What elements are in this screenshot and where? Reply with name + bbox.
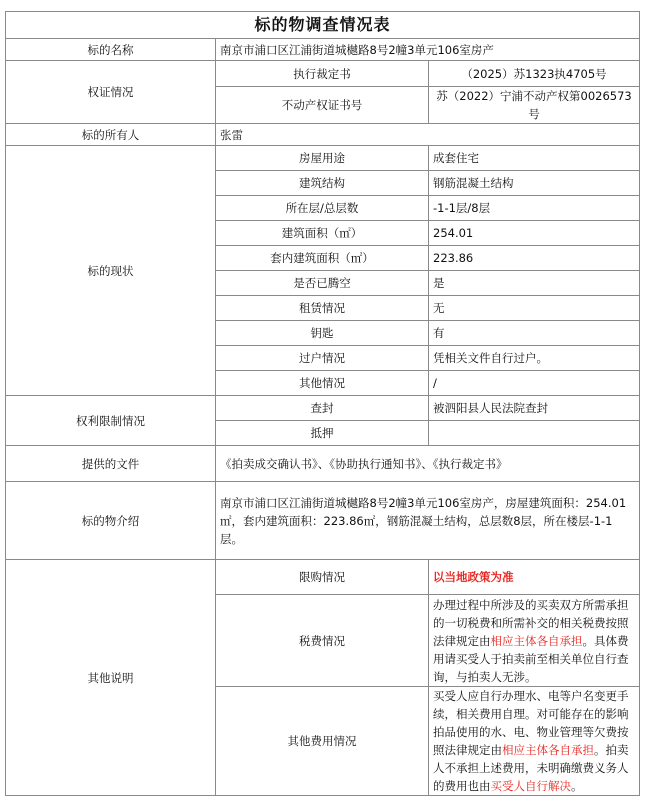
fee-emphasis-2: 买受人自行解决 — [490, 779, 571, 793]
label-docs: 提供的文件 — [6, 446, 216, 482]
status-label-6: 租赁情况 — [216, 296, 429, 321]
rights-value-1: 苏（2022）宁浦不动产权第0026573号 — [429, 87, 640, 124]
limits-label-0: 查封 — [216, 396, 429, 421]
fee-emphasis-1: 相应主体各自承担 — [502, 743, 594, 757]
status-label-1: 建筑结构 — [216, 171, 429, 196]
title-row — [6, 12, 640, 39]
value-owner: 张雷 — [216, 124, 640, 146]
row-owner — [6, 124, 640, 146]
label-limits: 权利限制情况 — [6, 396, 216, 446]
value-name: 南京市浦口区江浦街道城樾路8号2幢3单元106室房产 — [216, 39, 640, 61]
status-value-8: 凭相关文件自行过户。 — [429, 346, 640, 371]
status-row — [6, 146, 640, 171]
tax-label: 税费情况 — [216, 595, 429, 687]
status-value-2: -1-1层/8层 — [429, 196, 640, 221]
status-label-3: 建筑面积（㎡） — [216, 221, 429, 246]
tax-text-2: 。具体费用请买受人于拍卖前至相关单位自行查询，与拍卖人无涉。 — [433, 633, 629, 684]
tax-value — [429, 595, 640, 687]
limits-value-1 — [429, 421, 640, 446]
row-purchase — [6, 560, 640, 595]
row-docs — [6, 446, 640, 482]
label-status: 标的现状 — [6, 146, 216, 396]
status-value-3: 254.01 — [429, 221, 640, 246]
fee-text-3: 。 — [571, 779, 583, 793]
fee-label: 其他费用情况 — [216, 687, 429, 796]
rights-label-0: 执行裁定书 — [216, 61, 429, 87]
purchase-value: 以当地政策为准 — [429, 560, 640, 595]
value-intro: 南京市浦口区江浦街道城樾路8号2幢3单元106室房产，房屋建筑面积：254.01㎡，套内建筑面积：223.86㎡，钢筋混凝土结构，总层数8层，所在楼层-1-1层。 — [216, 482, 640, 560]
limits-label-1: 抵押 — [216, 421, 429, 446]
status-value-4: 223.86 — [429, 246, 640, 271]
status-label-5: 是否已腾空 — [216, 271, 429, 296]
status-value-6: 无 — [429, 296, 640, 321]
status-label-2: 所在层/总层数 — [216, 196, 429, 221]
table-title: 标的物调查情况表 — [6, 12, 640, 39]
fee-text-1: 买受人应自行办理水、电等户名变更手续，相关费用自理。对可能存在的影响拍品使用的水、电、物业管理等欠费按照法律规定由 — [433, 689, 629, 757]
fee-value — [429, 687, 640, 796]
rights-value-0: （2025）苏1323执4705号 — [429, 61, 640, 87]
status-label-0: 房屋用途 — [216, 146, 429, 171]
label-owner: 标的所有人 — [6, 124, 216, 146]
row-intro — [6, 482, 640, 560]
row-name — [6, 39, 640, 61]
label-other: 其他说明 — [6, 560, 216, 796]
fee-text-2: 。拍卖人不承担上述费用，未明确缴费义务人的费用也由 — [433, 743, 629, 793]
status-value-0: 成套住宅 — [429, 146, 640, 171]
label-rights: 权证情况 — [6, 61, 216, 124]
row-limits-1 — [6, 396, 640, 421]
tax-emphasis: 相应主体各自承担 — [490, 633, 583, 648]
status-value-9: / — [429, 371, 640, 396]
status-label-4: 套内建筑面积（㎡） — [216, 246, 429, 271]
status-label-8: 过户情况 — [216, 346, 429, 371]
status-value-7: 有 — [429, 321, 640, 346]
survey-table — [5, 11, 640, 796]
status-value-1: 钢筋混凝土结构 — [429, 171, 640, 196]
tax-text-1: 办理过程中所涉及的买卖双方所需承担的一切税费和所需补交的相关税费按照法律规定由 — [433, 597, 629, 648]
status-label-7: 钥匙 — [216, 321, 429, 346]
label-name: 标的名称 — [6, 39, 216, 61]
row-rights-1 — [6, 61, 640, 87]
status-label-9: 其他情况 — [216, 371, 429, 396]
rights-label-1: 不动产权证书号 — [216, 87, 429, 124]
limits-value-0: 被泗阳县人民法院查封 — [429, 396, 640, 421]
label-intro: 标的物介绍 — [6, 482, 216, 560]
status-value-5: 是 — [429, 271, 640, 296]
purchase-label: 限购情况 — [216, 560, 429, 595]
value-docs: 《拍卖成交确认书》、《协助执行通知书》、《执行裁定书》 — [216, 446, 640, 482]
